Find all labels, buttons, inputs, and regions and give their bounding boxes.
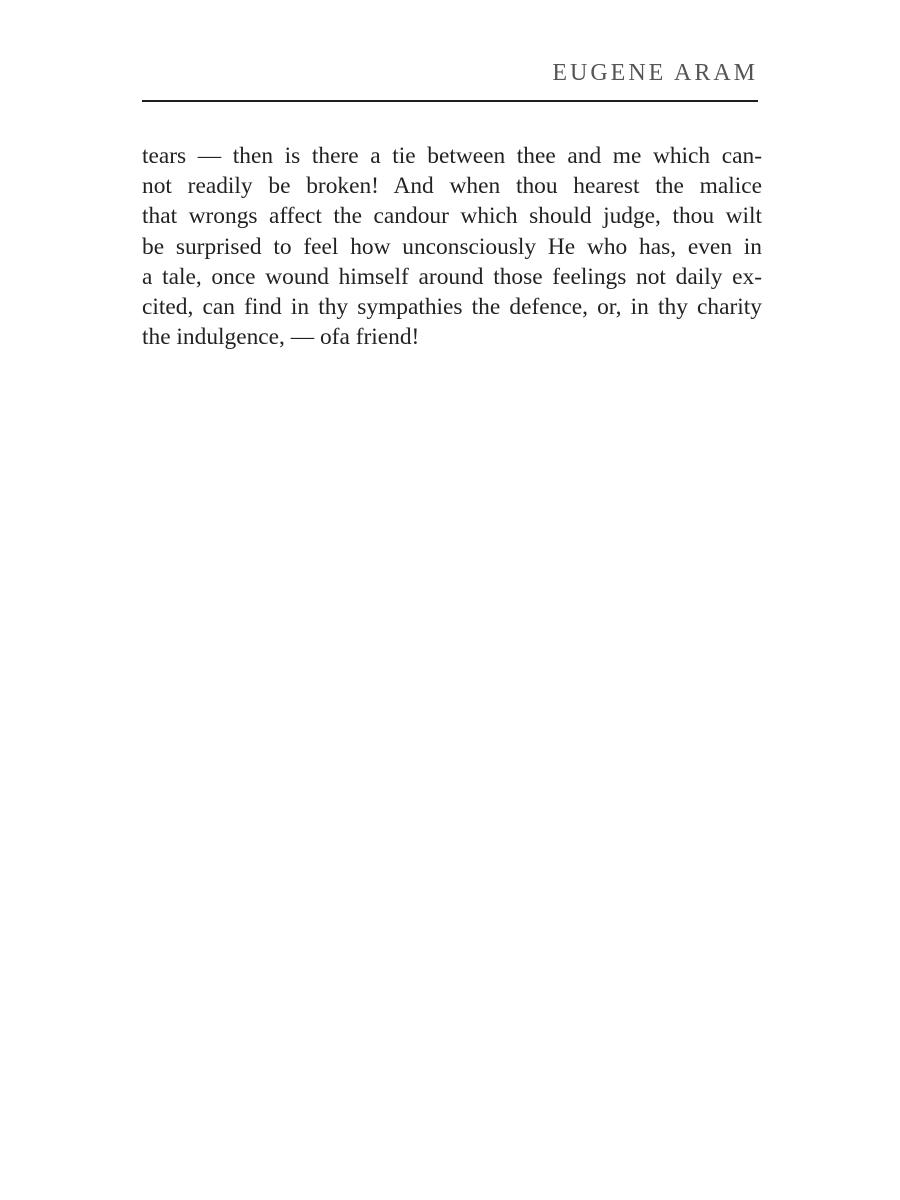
text-line: tears — then is there a tie between thee and me which can- bbox=[142, 143, 762, 169]
text-line: cited, can find in thy sympathies the defence, or, in thy charity bbox=[142, 294, 762, 321]
running-header-title: EUGENE ARAM bbox=[552, 60, 758, 86]
header-rule-divider bbox=[142, 100, 758, 102]
text-line: the indulgence, — ofa friend! bbox=[142, 324, 420, 351]
text-line: that wrongs affect the candour which should judge, thou wilt bbox=[142, 203, 762, 230]
text-line: be surprised to feel how unconsciously He who has, even in bbox=[142, 233, 762, 260]
text-line: not readily be broken! And when thou hearest the malice bbox=[142, 173, 762, 200]
body-paragraph bbox=[142, 141, 762, 352]
text-line: a tale, once wound himself around those feelings not daily ex- bbox=[142, 263, 762, 290]
